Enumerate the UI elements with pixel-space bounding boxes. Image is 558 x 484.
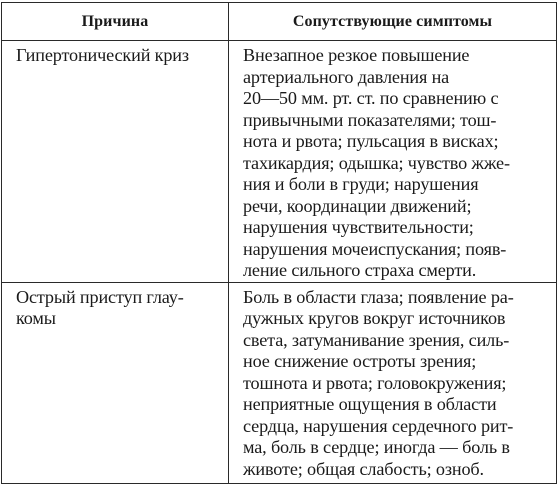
cause-line: Острый приступ глау- bbox=[16, 286, 184, 307]
symptom-line: нарушения чувствительности; bbox=[243, 217, 474, 237]
symptom-line: тахикардия; одышка; чувство жже- bbox=[243, 152, 510, 173]
symptom-line: дужных кругов вокруг источников bbox=[243, 308, 506, 328]
symptoms-cell bbox=[229, 41, 557, 283]
symptom-line: привычными показателями; тош- bbox=[243, 109, 497, 130]
symptom-line: ное снижение остроты зрения; bbox=[243, 351, 477, 371]
symptom-line: тошнота и рвота; головокружения; bbox=[243, 372, 507, 393]
symptom-line: 20—50 мм. рт. ст. по сравнению с bbox=[243, 88, 499, 108]
table-row bbox=[2, 41, 557, 283]
symptoms-table bbox=[1, 2, 557, 484]
symptom-line: Внезапное резкое повышение bbox=[243, 45, 470, 65]
symptom-line: света, затуманивание зрения, силь- bbox=[243, 329, 510, 350]
symptom-line: речи, координации движений; bbox=[243, 195, 472, 216]
symptom-line: ление сильного страха смерти. bbox=[243, 260, 477, 280]
header-cause: Причина bbox=[2, 3, 229, 41]
symptom-line: нарушения мочеиспускания; появ- bbox=[243, 238, 507, 259]
header-symptoms: Сопутствующие симптомы bbox=[229, 3, 557, 41]
symptom-line: сердца, нарушения сердечного рит- bbox=[243, 415, 514, 436]
symptoms-cell bbox=[229, 282, 557, 483]
symptom-line: ма, боль в сердце; иногда — боль в bbox=[243, 437, 510, 457]
table-row bbox=[2, 282, 557, 483]
symptom-line: нота и рвота; пульсация в висках; bbox=[243, 131, 499, 151]
header-row bbox=[2, 3, 557, 41]
symptom-line: животе; общая слабость; озноб. bbox=[243, 458, 484, 479]
symptom-line: ния и боли в груди; нарушения bbox=[243, 174, 479, 194]
cause-line: Гипертонический криз bbox=[16, 45, 189, 65]
table-body bbox=[2, 41, 557, 484]
symptom-line: неприятные ощущения в области bbox=[243, 394, 497, 414]
symptom-line: артериального давления на bbox=[243, 66, 450, 87]
cause-cell bbox=[2, 41, 229, 283]
cause-line: комы bbox=[16, 308, 56, 328]
cause-cell bbox=[2, 282, 229, 483]
table-header bbox=[2, 3, 557, 41]
symptom-line: Боль в области глаза; появление ра- bbox=[243, 286, 514, 307]
